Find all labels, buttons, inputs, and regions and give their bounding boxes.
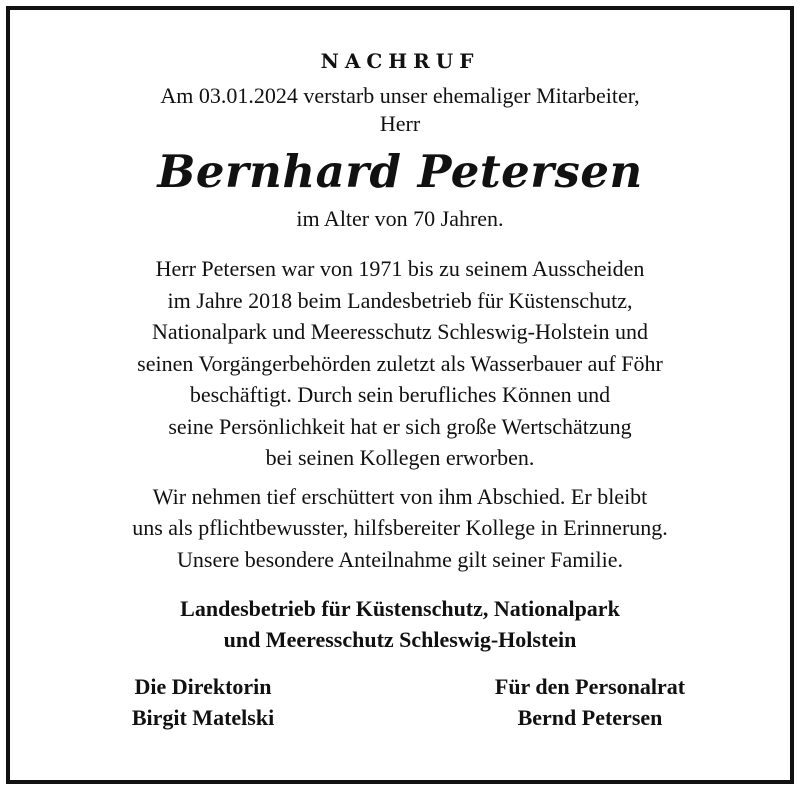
organization-name xyxy=(10,593,790,655)
obituary-frame xyxy=(6,6,794,784)
organization-line: und Meeresschutz Schleswig-Holstein xyxy=(223,627,577,652)
paragraph-line: Nationalpark und Meeresschutz Schleswig-Holstein und xyxy=(151,319,649,344)
paragraph-farewell xyxy=(10,481,790,576)
signature-role: Die Direktorin xyxy=(134,674,272,699)
signature-name: Bernd Petersen xyxy=(517,705,663,730)
organization-line: Landesbetrieb für Küstenschutz, Nationalpark xyxy=(180,596,620,621)
signature-role: Für den Personalrat xyxy=(494,674,686,699)
obituary-content xyxy=(10,10,790,741)
age-line: im Alter von 70 Jahren. xyxy=(296,206,504,231)
paragraph-line: uns als pflichtbewusster, hilfsbereiter Kollege in Erinnerung. xyxy=(132,515,668,540)
signature-block xyxy=(10,671,790,741)
paragraph-line: im Jahre 2018 beim Landesbetrieb für Küstenschutz, xyxy=(167,287,633,313)
paragraph-line: Unsere besondere Anteilnahme gilt seiner Familie. xyxy=(177,546,623,572)
obituary-heading: NACHRUF xyxy=(320,49,480,73)
paragraph-career xyxy=(10,253,790,474)
paragraph-line: bei seinen Kollegen erworben. xyxy=(265,445,535,470)
intro-line: Herr xyxy=(379,111,421,136)
deceased-name: Bernhard Petersen xyxy=(157,145,643,198)
signature-staff-council xyxy=(420,671,760,733)
intro-line: Am 03.01.2024 verstarb unser ehemaliger Mitarbeiter, xyxy=(160,83,640,108)
paragraph-line: Herr Petersen war von 1971 bis zu seinem Ausscheiden xyxy=(155,256,645,281)
intro-text xyxy=(10,82,790,138)
paragraph-line: seine Persönlichkeit hat er sich große Wertschätzung xyxy=(168,413,632,439)
signature-name: Birgit Matelski xyxy=(131,705,275,730)
paragraph-line: beschäftigt. Durch sein berufliches Können und xyxy=(189,382,611,407)
paragraph-line: Wir nehmen tief erschüttert von ihm Abschied. Er bleibt xyxy=(152,483,648,509)
signature-director xyxy=(48,671,358,733)
paragraph-line: seinen Vorgängerbehörden zuletzt als Wasserbauer auf Föhr xyxy=(137,350,663,376)
